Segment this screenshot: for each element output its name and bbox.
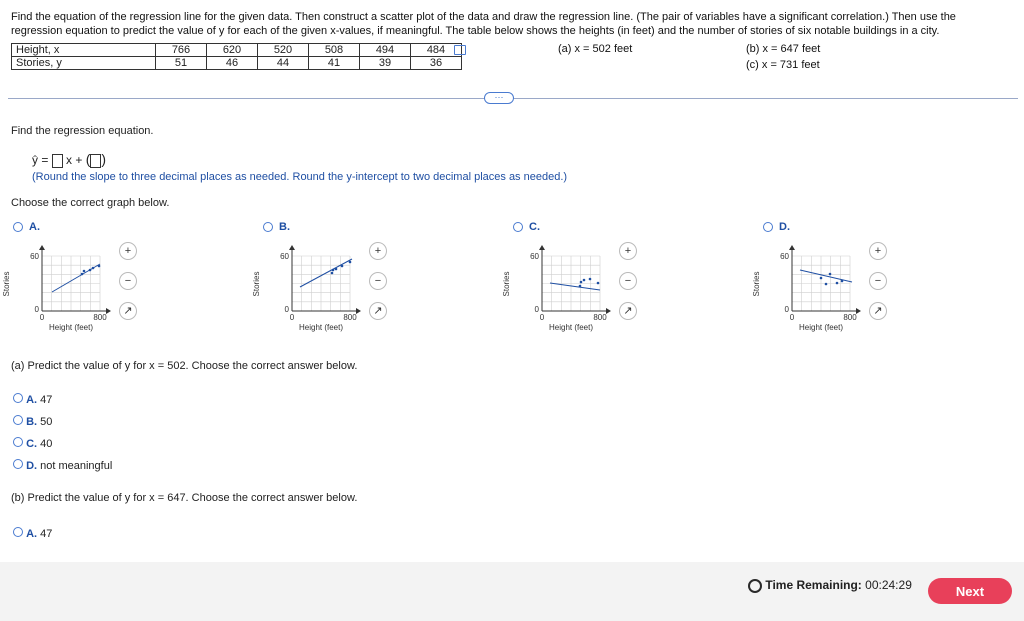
part-b-prompt: (b) Predict the value of y for x = 647. Choose the correct answer below. [11, 492, 358, 504]
row-label-stories: Stories, y [12, 57, 156, 70]
x-tick-label: 800 [843, 313, 857, 322]
option-b[interactable]: B. 50 [13, 415, 112, 437]
x-axis-label: Height (feet) [298, 323, 344, 332]
radio-button[interactable] [513, 222, 523, 235]
y-tick-label: 0 [784, 305, 789, 314]
x-tick-label: 800 [593, 313, 607, 322]
x-axis-label: Height (feet) [798, 323, 844, 332]
part-a-label: (a) x = 502 feet [558, 43, 633, 55]
question-text [11, 10, 1011, 38]
intercept-input[interactable] [90, 154, 101, 168]
data-point [92, 267, 95, 270]
zoom-in-icon[interactable]: + [619, 242, 637, 260]
option-a[interactable]: A. 47 [13, 527, 52, 540]
data-point [81, 273, 84, 276]
data-point [580, 281, 583, 284]
part-b-options [13, 527, 52, 540]
zoom-in-icon[interactable]: + [369, 242, 387, 260]
x-axis-arrow [106, 308, 111, 314]
x-axis-arrow [356, 308, 361, 314]
expand-icon[interactable]: ↗ [119, 302, 137, 320]
x-tick-label: 0 [789, 313, 795, 322]
radio-button[interactable] [13, 527, 23, 537]
scatter-plot-thumbnail [252, 240, 372, 340]
timer-value: 00:24:29 [865, 578, 912, 592]
option-letter: B. [279, 221, 290, 233]
data-point [583, 279, 586, 282]
table-cell: 520 [258, 44, 309, 57]
y-axis-label: Stories [2, 271, 11, 297]
table-cell: 41 [309, 57, 360, 70]
x-tick-label: 800 [343, 313, 357, 322]
y-axis-label: Stories [502, 271, 511, 297]
scatter-plot-thumbnail [502, 240, 622, 340]
expand-icon[interactable]: ↗ [619, 302, 637, 320]
radio-button[interactable] [263, 222, 273, 235]
data-point [349, 261, 352, 264]
x-tick-label: 800 [93, 313, 107, 322]
more-button[interactable]: ⋯ [484, 92, 514, 104]
y-axis-label: Stories [252, 271, 261, 297]
data-point [83, 270, 86, 273]
y-tick-label: 60 [30, 252, 39, 261]
option-letter: D. [779, 221, 790, 233]
timer-label: Time Remaining: [765, 578, 862, 592]
expand-icon[interactable]: ↗ [369, 302, 387, 320]
data-point [331, 272, 334, 275]
row-label-height: Height, x [12, 44, 156, 57]
data-point [98, 265, 101, 268]
radio-button[interactable] [13, 437, 23, 447]
radio-button[interactable] [13, 393, 23, 403]
data-point [332, 269, 335, 272]
x-tick-label: 0 [539, 313, 545, 322]
option-a[interactable]: A. 47 [13, 393, 112, 415]
table-cell: 36 [411, 57, 462, 70]
zoom-out-icon[interactable]: − [119, 272, 137, 290]
scatter-plot-thumbnail [2, 240, 122, 340]
table-row [12, 44, 462, 57]
option-letter: A. [29, 221, 40, 233]
slope-input[interactable] [52, 154, 63, 168]
data-point [597, 282, 600, 285]
zoom-in-icon[interactable]: + [869, 242, 887, 260]
scatter-plot-thumbnail [752, 240, 872, 340]
y-axis-arrow [789, 245, 795, 250]
y-tick-label: 60 [780, 252, 789, 261]
next-button[interactable]: Next [928, 578, 1012, 604]
regression-prompt: Find the regression equation. [11, 125, 154, 137]
graph-prompt: Choose the correct graph below. [11, 197, 170, 209]
data-point [335, 268, 338, 271]
data-point [841, 280, 844, 283]
data-point [89, 269, 92, 272]
data-point [829, 273, 832, 276]
data-point [836, 282, 839, 285]
radio-button[interactable] [763, 222, 773, 235]
expand-icon[interactable]: ↗ [869, 302, 887, 320]
clock-icon [748, 579, 762, 593]
zoom-out-icon[interactable]: − [869, 272, 887, 290]
part-b-label: (b) x = 647 feet [746, 43, 821, 55]
option-d[interactable]: D. not meaningful [13, 459, 112, 481]
option-c[interactable]: C. 40 [13, 437, 112, 459]
y-tick-label: 0 [534, 305, 539, 314]
y-axis-arrow [39, 245, 45, 250]
yhat-label: ŷ = [32, 153, 49, 167]
x-plus-label: x + [66, 153, 83, 167]
table-cell: 494 [360, 44, 411, 57]
copy-table-icon[interactable] [454, 45, 466, 55]
data-point [341, 265, 344, 268]
table-cell: 51 [156, 57, 207, 70]
part-c-label: (c) x = 731 feet [746, 59, 820, 71]
data-point [579, 285, 582, 288]
x-axis-arrow [606, 308, 611, 314]
x-axis-label: Height (feet) [48, 323, 94, 332]
table-cell: 39 [360, 57, 411, 70]
question-line-1: Find the equation of the regression line for the given data. Then construct a scatter plot of the data and draw the regression line. (The pair of variables have a significant correlation.) Then use the [11, 11, 956, 23]
x-tick-label: 0 [39, 313, 45, 322]
x-axis-label: Height (feet) [548, 323, 594, 332]
zoom-out-icon[interactable]: − [619, 272, 637, 290]
table-cell: 484 [411, 44, 462, 57]
table-cell: 508 [309, 44, 360, 57]
y-tick-label: 0 [284, 305, 289, 314]
question-line-2: regression equation to predict the value of y for each of the given x-values, if meaningful. The table below shows the heights (in feet) and the number of stories of six notable buildings in a city. [11, 25, 940, 37]
table-cell: 766 [156, 44, 207, 57]
timer [748, 578, 912, 593]
option-letter: C. [529, 221, 540, 233]
y-axis-arrow [289, 245, 295, 250]
radio-button[interactable] [13, 222, 23, 235]
y-tick-label: 60 [280, 252, 289, 261]
table-row [12, 57, 462, 70]
paren-close: ) [101, 151, 107, 167]
regression-line [800, 270, 852, 282]
radio-button[interactable] [13, 459, 23, 469]
part-a-options [13, 393, 112, 481]
table-cell: 620 [207, 44, 258, 57]
zoom-in-icon[interactable]: + [119, 242, 137, 260]
part-a-prompt: (a) Predict the value of y for x = 502. Choose the correct answer below. [11, 360, 358, 372]
y-axis-arrow [539, 245, 545, 250]
x-tick-label: 0 [289, 313, 295, 322]
data-point [589, 278, 592, 281]
rounding-hint: (Round the slope to three decimal places as needed. Round the y-intercept to two decimal places as needed.) [32, 171, 568, 183]
y-tick-label: 60 [530, 252, 539, 261]
zoom-out-icon[interactable]: − [369, 272, 387, 290]
data-point [825, 283, 828, 286]
data-point [820, 277, 823, 280]
y-tick-label: 0 [34, 305, 39, 314]
radio-button[interactable] [13, 415, 23, 425]
y-axis-label: Stories [752, 271, 761, 297]
regression-equation [32, 151, 106, 168]
paren-open: ( [85, 151, 91, 167]
data-table [11, 43, 462, 70]
regression-line [550, 283, 600, 290]
x-axis-arrow [856, 308, 861, 314]
table-cell: 46 [207, 57, 258, 70]
table-cell: 44 [258, 57, 309, 70]
regression-line [300, 259, 352, 287]
